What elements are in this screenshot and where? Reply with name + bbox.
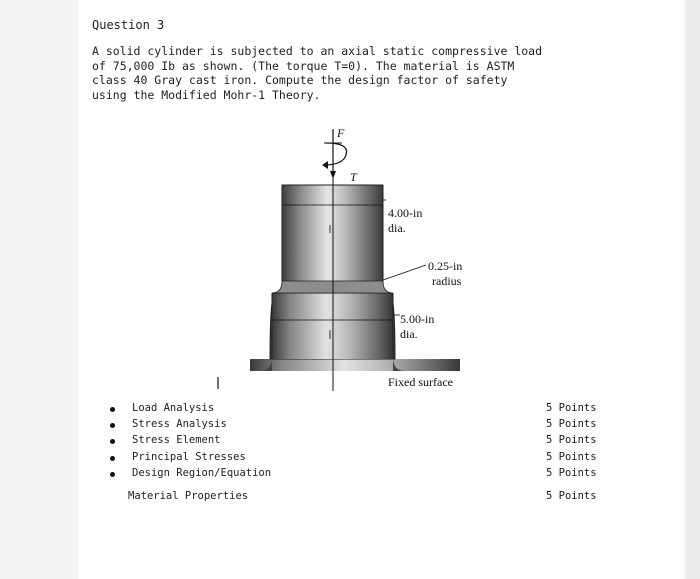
torque-label: T (350, 170, 357, 184)
bottom-diameter-label: 5.00-in (400, 312, 435, 326)
question-line: of 75,000 Ib as shown. (The torque T=0). The material is ASTM (92, 58, 515, 73)
bullet-icon (110, 472, 115, 477)
cylinder-figure (200, 125, 490, 395)
rubric-label: Stress Element (132, 434, 221, 447)
radius-label: radius (432, 274, 462, 288)
rubric-label: Principal Stresses (132, 450, 246, 463)
question-line: A solid cylinder is subjected to an axial static compressive load (92, 44, 543, 58)
list-item (110, 451, 620, 467)
rubric-label: Load Analysis (132, 402, 215, 414)
rubric-list (110, 402, 620, 483)
rubric-label: Design Region/Equation (132, 466, 272, 479)
material-properties-row (128, 490, 620, 502)
question-line: using the Modified Mohr-1 Theory. (92, 87, 321, 102)
material-properties-points: 5 Points (546, 490, 597, 502)
rubric-points: 5 Points (546, 466, 597, 479)
load-label: F (337, 126, 345, 140)
scrollbar-track[interactable] (686, 0, 700, 579)
bullet-icon (110, 456, 115, 461)
bullet-icon (110, 423, 115, 428)
top-diameter-label: dia. (388, 221, 406, 235)
fixed-surface-label: Fixed surface (388, 375, 453, 389)
rubric-points: 5 Points (546, 450, 597, 463)
radius-label: 0.25-in (428, 259, 463, 273)
bullet-icon (110, 439, 115, 444)
list-item (110, 402, 620, 418)
rubric-points: 5 Points (546, 434, 597, 447)
material-properties-label: Material Properties (128, 490, 249, 502)
base-plate (250, 359, 460, 371)
rubric-label: Stress Analysis (132, 418, 227, 431)
list-item (110, 418, 620, 434)
list-item (110, 467, 620, 483)
rubric-points: 5 Points (546, 402, 597, 414)
question-text (92, 44, 632, 102)
list-item (110, 434, 620, 450)
rubric-points: 5 Points (546, 418, 597, 431)
question-title: Question 3 (92, 18, 165, 32)
question-line: class 40 Gray cast iron. Compute the design factor of safety (92, 73, 508, 87)
top-diameter-label: 4.00-in (388, 206, 423, 220)
bottom-diameter-label: dia. (400, 327, 418, 341)
bullet-icon (110, 407, 115, 412)
